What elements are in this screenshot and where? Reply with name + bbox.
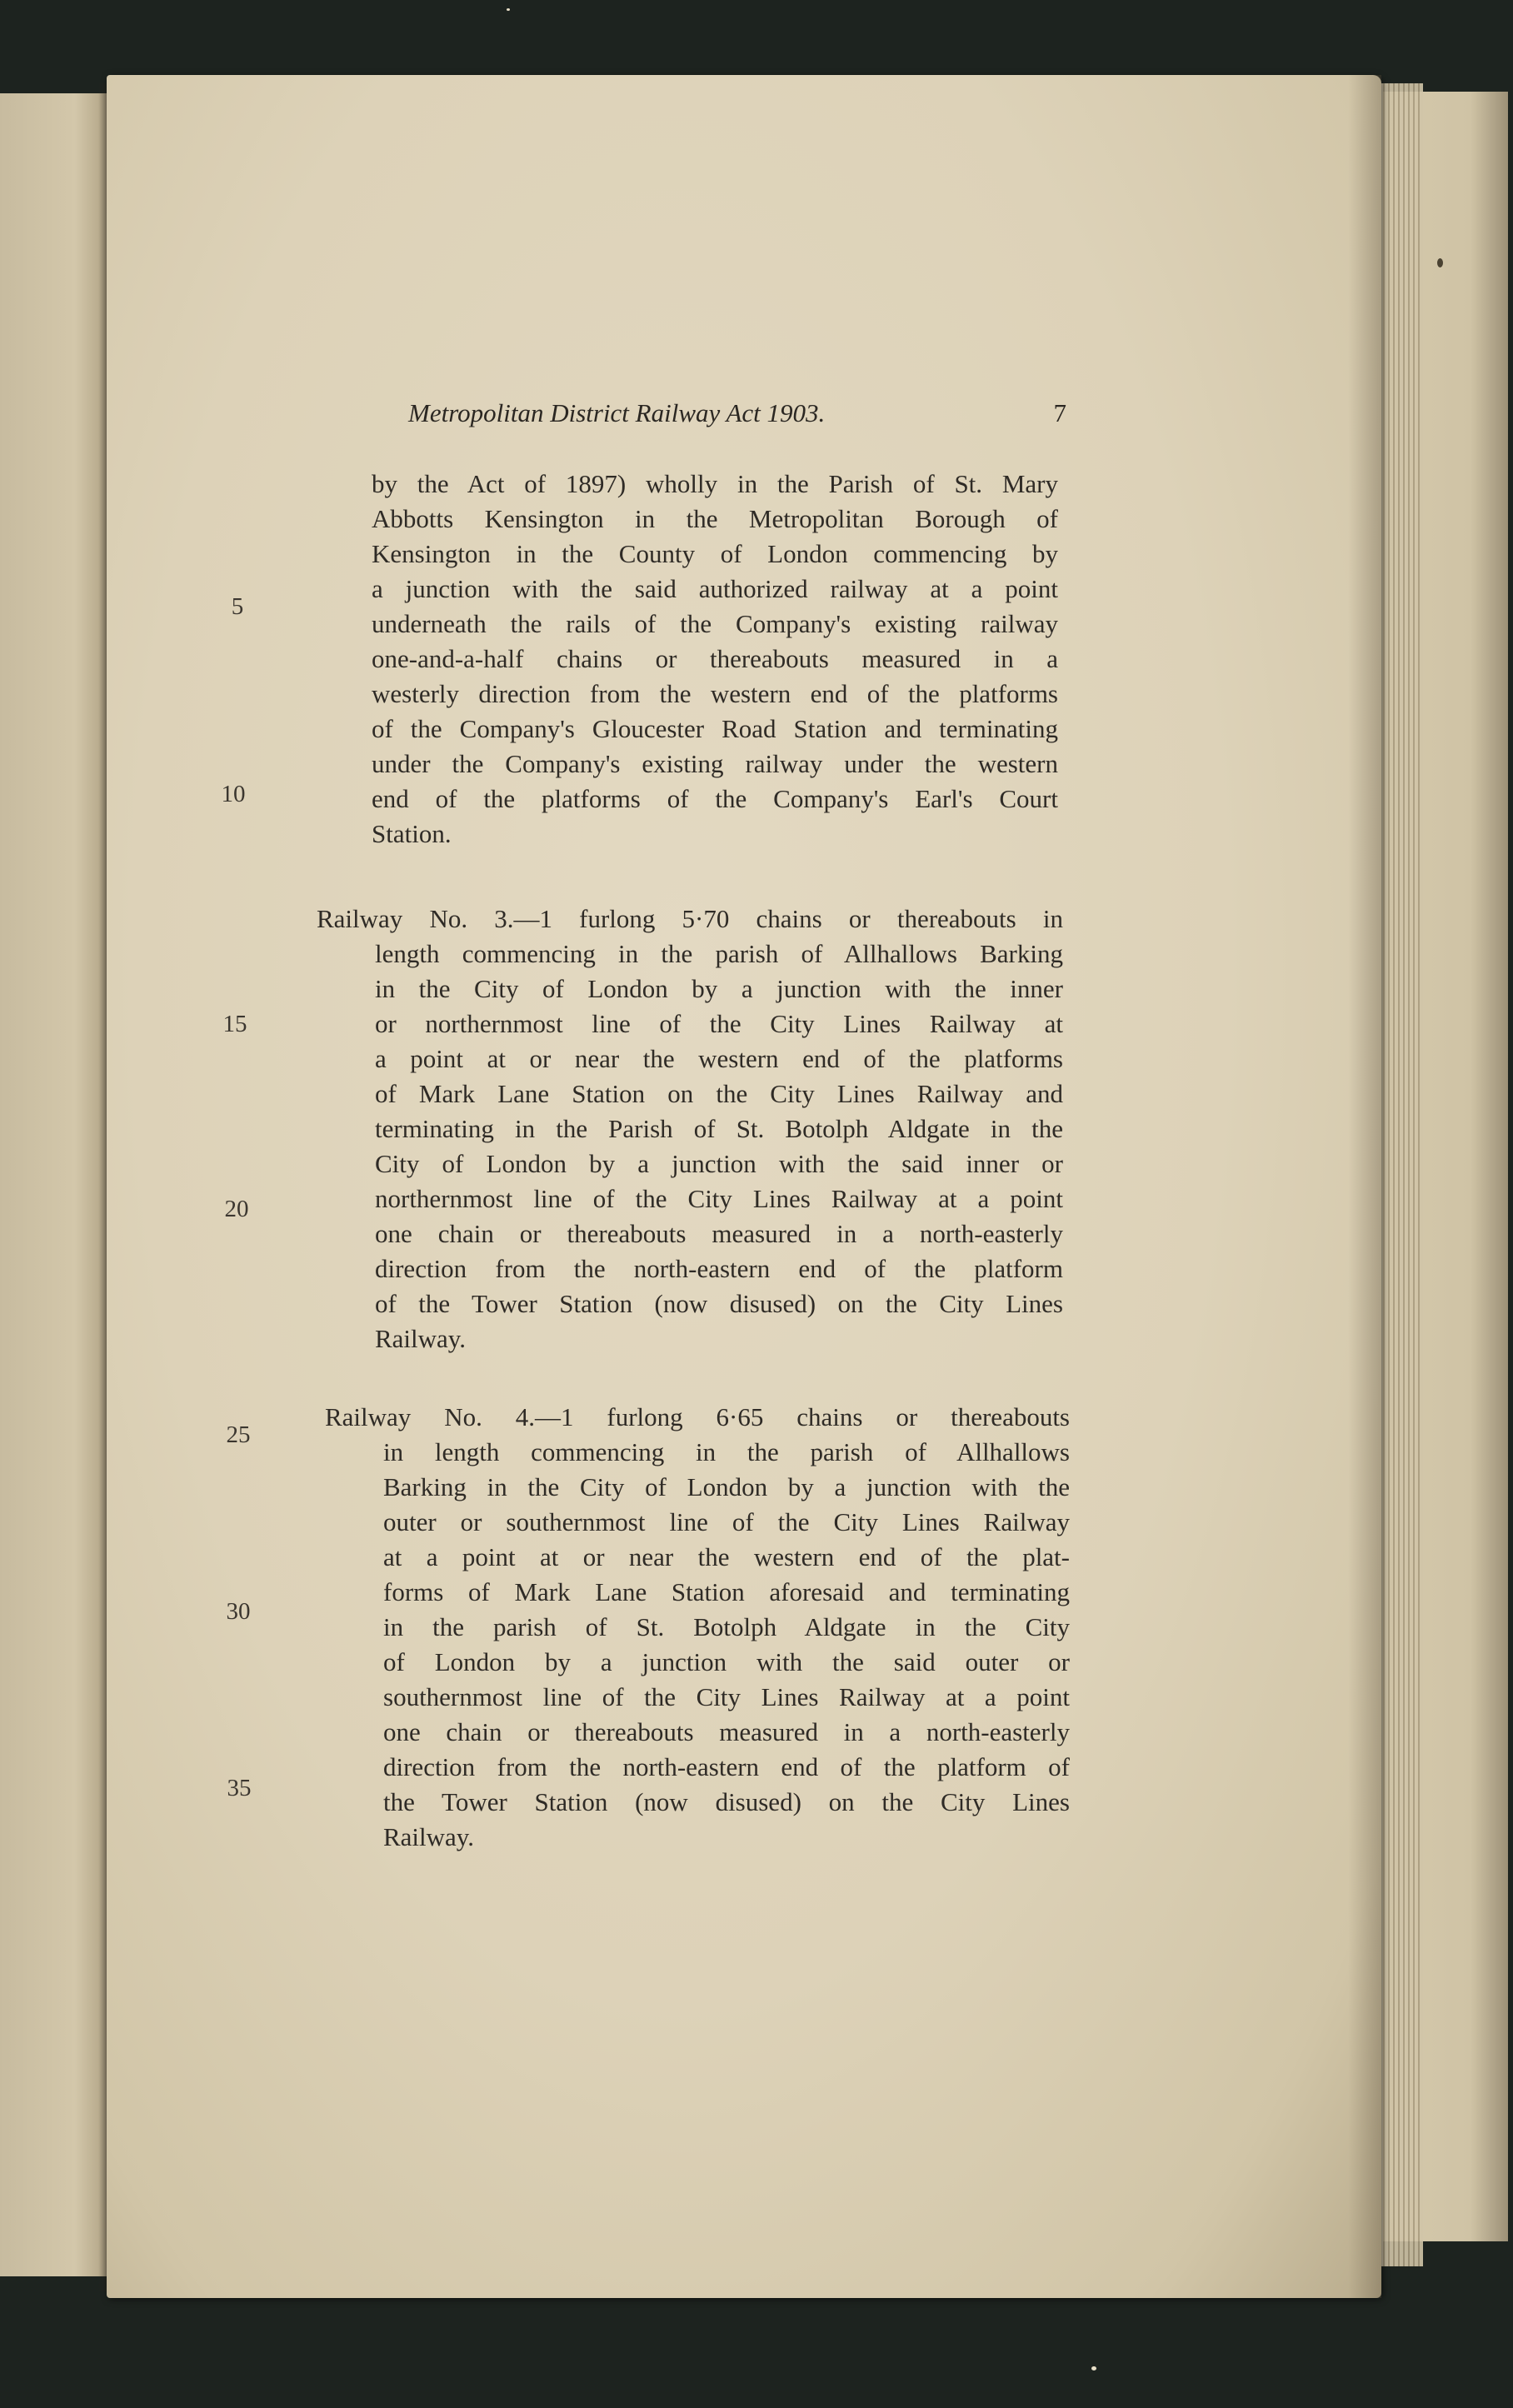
text-line: one chain or thereabouts measured in a north-easterly bbox=[375, 1219, 1063, 1248]
text-line: southernmost line of the City Lines Railway at a point bbox=[383, 1682, 1070, 1711]
text-line: one chain or thereabouts measured in a north-easterly bbox=[383, 1717, 1070, 1746]
text-line: outer or southernmost line of the City Lines Railway bbox=[383, 1507, 1070, 1536]
text-line: at a point at or near the western end of the plat- bbox=[383, 1542, 1070, 1571]
text-line: Abbotts Kensington in the Metropolitan Borough of bbox=[372, 504, 1058, 533]
text-line: underneath the rails of the Company's existing railway bbox=[372, 609, 1058, 638]
line-number: 20 bbox=[224, 1196, 249, 1222]
text-line: direction from the north-eastern end of the platform of bbox=[383, 1752, 1070, 1781]
text-line: Railway No. 4.—1 furlong 6·65 chains or thereabouts bbox=[325, 1402, 1070, 1431]
text-line: the Tower Station (now disused) on the City Lines bbox=[383, 1787, 1070, 1816]
running-title: Metropolitan District Railway Act 1903. bbox=[408, 398, 826, 427]
line-number: 5 bbox=[231, 593, 244, 620]
text-line: forms of Mark Lane Station aforesaid and terminating bbox=[383, 1577, 1070, 1606]
line-number: 30 bbox=[226, 1598, 251, 1625]
text-line: or northernmost line of the City Lines Railway at bbox=[375, 1009, 1063, 1038]
dust-speck bbox=[1091, 2366, 1096, 2371]
line-number: 15 bbox=[222, 1011, 247, 1037]
text-line: Barking in the City of London by a junction with the bbox=[383, 1472, 1070, 1501]
text-line: Railway. bbox=[383, 1822, 475, 1851]
text-line: in the City of London by a junction with the inner bbox=[375, 974, 1063, 1003]
text-line: of London by a junction with the said outer or bbox=[383, 1647, 1070, 1676]
text-line: Railway. bbox=[375, 1324, 467, 1353]
text-line: in length commencing in the parish of Allhallows bbox=[383, 1437, 1070, 1466]
text-line: direction from the north-eastern end of the platform bbox=[375, 1254, 1063, 1283]
text-line: length commencing in the parish of Allhallows Barking bbox=[375, 939, 1063, 968]
line-number: 25 bbox=[226, 1421, 251, 1448]
text-line: Station. bbox=[372, 819, 452, 848]
text-line: of Mark Lane Station on the City Lines Railway and bbox=[375, 1079, 1063, 1108]
dust-speck bbox=[507, 8, 510, 11]
page-number: 7 bbox=[1053, 398, 1066, 427]
text-line: terminating in the Parish of St. Botolph Aldgate in the bbox=[375, 1114, 1063, 1143]
text-line: by the Act of 1897) wholly in the Parish of St. Mary bbox=[372, 469, 1058, 498]
text-line: City of London by a junction with the said inner or bbox=[375, 1149, 1063, 1178]
text-line: end of the platforms of the Company's Earl's Court bbox=[372, 784, 1058, 813]
text-line: of the Company's Gloucester Road Station and terminating bbox=[372, 714, 1058, 743]
dust-speck bbox=[1437, 258, 1443, 267]
text-line: Kensington in the County of London commencing by bbox=[372, 539, 1058, 568]
text-line: Railway No. 3.—1 furlong 5·70 chains or thereabouts in bbox=[317, 904, 1063, 933]
line-number: 10 bbox=[221, 781, 246, 807]
text-line: a point at or near the western end of the platforms bbox=[375, 1044, 1063, 1073]
text-line: westerly direction from the western end of the platforms bbox=[372, 679, 1058, 708]
line-number: 35 bbox=[227, 1775, 252, 1801]
paragraph-railway-continuation bbox=[372, 467, 1058, 852]
text-line: northernmost line of the City Lines Railway at a point bbox=[375, 1184, 1063, 1213]
text-line: one-and-a-half chains or thereabouts measured in a bbox=[372, 644, 1058, 673]
text-line: of the Tower Station (now disused) on the City Lines bbox=[375, 1289, 1063, 1318]
running-header bbox=[408, 398, 1066, 435]
text-line: in the parish of St. Botolph Aldgate in the City bbox=[383, 1612, 1070, 1641]
text-line: under the Company's existing railway under the western bbox=[372, 749, 1058, 778]
paragraph-railway-no-3 bbox=[317, 902, 1063, 1356]
paragraph-railway-no-4 bbox=[325, 1400, 1070, 1855]
text-line: a junction with the said authorized railway at a point bbox=[372, 574, 1058, 603]
